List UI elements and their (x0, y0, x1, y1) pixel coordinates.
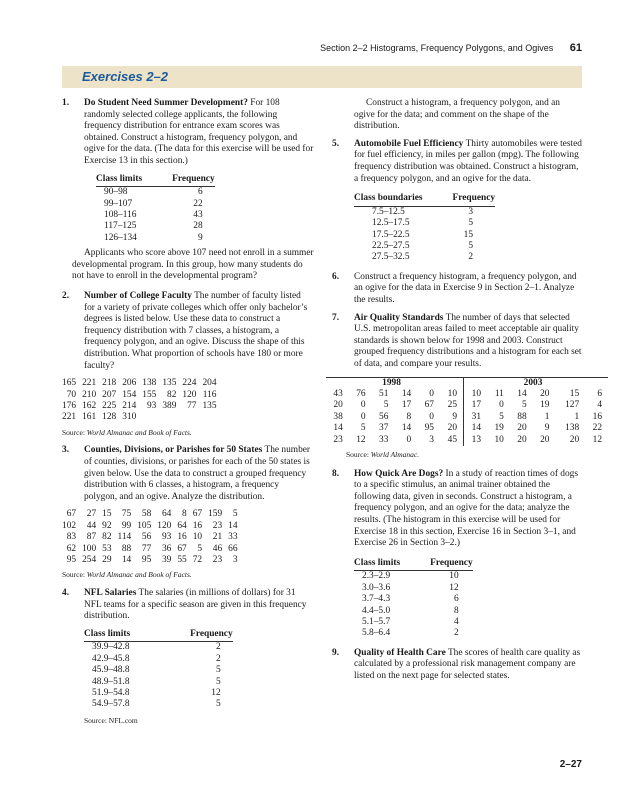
table-cell: 5 (215, 699, 221, 710)
table-row (326, 400, 608, 411)
table-cell: 0 (360, 400, 366, 411)
table-cell: 389 (162, 400, 177, 411)
table-cell: 5 (468, 218, 474, 229)
table-row (84, 699, 233, 710)
table-cell: 154 (122, 389, 137, 400)
exercise-text: The number of faculty listed for a variety of private colleges which offer only bachelor’s degrees is listed below. Use these data to construct a frequency distribution with 7 classes, a histogram, a frequency polygon, and an ogive. Discuss the shape of this distribution. What proportion of schools have 180 or more faculty? (84, 290, 308, 371)
table-cell: 1 (544, 411, 550, 422)
table-cell: 23 (212, 554, 223, 565)
exercise-title: Quality of Health Care (354, 647, 446, 658)
table-cell: 176 (62, 400, 77, 411)
exercise-text: The scores of health care quality as calculated by a professional risk management company are listed on the next page for selected states. (354, 647, 581, 681)
exercise-9 (332, 648, 582, 683)
table-row (62, 390, 223, 401)
table-cell: 5 (215, 665, 221, 676)
table-cell: 62 (66, 543, 77, 554)
table-row (84, 642, 233, 654)
table-row (326, 412, 608, 423)
table-cell: 162 (82, 400, 97, 411)
table-cell: 10 (494, 434, 504, 445)
table-row (96, 210, 215, 221)
table-row (62, 378, 223, 389)
table-row (354, 628, 473, 639)
exercise-text: The salaries (in millions of dollars) for 31 NFL teams for a specific season are given in this frequency distribution. (84, 587, 307, 622)
table-cell: 204 (202, 378, 217, 389)
table-cell: 105 (137, 520, 152, 531)
table-cell: 9 (197, 232, 203, 243)
banner-title: Exercises 2–2 (82, 69, 169, 84)
table-cell: 25 (447, 400, 458, 411)
table-cell: 66 (228, 543, 238, 554)
table-cell: 93 (146, 400, 157, 411)
table-cell: 20 (569, 434, 580, 445)
table-cell: 17 (464, 400, 488, 411)
table-cell: 10 (449, 571, 459, 582)
table-cell: 2 (215, 642, 221, 653)
table-cell: 214 (122, 400, 137, 411)
exercise-7 (332, 312, 602, 461)
table-cell: 19 (540, 400, 550, 411)
table-cell: 135 (202, 400, 217, 411)
table-cell: 88 (121, 543, 132, 554)
table-cell: 16 (177, 532, 187, 543)
table-cell: 44 (86, 520, 97, 531)
table-cell: 95 (66, 554, 77, 565)
table-row (354, 252, 495, 263)
table-row (354, 594, 473, 605)
table-cell: 13 (464, 435, 488, 446)
table-cell: 5.1–5.7 (362, 616, 391, 627)
page-footer-label: 2–27 (559, 759, 582, 770)
ex5-table (354, 193, 495, 264)
table-cell: 100 (82, 543, 97, 554)
table-row (96, 199, 215, 210)
exercise-number: 6. (332, 271, 340, 282)
exercise-8 (332, 469, 582, 640)
table-cell: 2 (468, 252, 474, 263)
table-row (326, 423, 608, 434)
table-cell: 72 (192, 554, 203, 565)
table-cell: 43 (333, 388, 343, 399)
table-cell: 51 (379, 388, 389, 399)
table-header: Frequency (142, 174, 215, 187)
table-cell: 224 (182, 378, 197, 389)
table-cell: 67 (424, 400, 434, 411)
table-row (354, 606, 473, 617)
table-cell: 27 (86, 509, 97, 520)
table-cell: 117–125 (104, 221, 137, 232)
table-cell: 120 (182, 389, 197, 400)
section-title: Section 2–2 Histograms, Frequency Polygons, and Ogives (320, 43, 554, 53)
table-cell: 21 (212, 532, 223, 543)
year-1998-header: 1998 (326, 377, 464, 389)
table-cell: 127 (565, 400, 580, 411)
table-cell: 39 (161, 554, 172, 565)
table-cell: 0 (406, 434, 412, 445)
table-cell: 3 (468, 206, 474, 217)
source-note: Source: NFL.com (84, 715, 138, 725)
source-note (62, 427, 314, 439)
table-cell: 138 (565, 423, 580, 434)
table-cell: 9 (452, 411, 458, 422)
table-cell: 64 (177, 520, 187, 531)
exercise-number: 9. (332, 647, 340, 658)
running-header (320, 42, 582, 54)
exercise-text: The number of counties, divisions, or parishes for each of the 50 states is given below. Use the data to construct a grouped frequency distribution with 6 classes, a histogram, a frequency polygon, and an ogive. Analyze the distribution. (84, 445, 311, 502)
exercise-2 (62, 291, 314, 438)
table-cell: 17 (401, 400, 412, 411)
table-cell: 12 (356, 434, 366, 445)
table-row (96, 233, 215, 244)
table-cell: 6 (597, 388, 602, 399)
table-row (84, 677, 233, 688)
source-note (62, 569, 314, 581)
table-cell: 2.3–2.9 (362, 571, 391, 582)
table-cell: 221 (82, 378, 97, 389)
table-cell: 4 (453, 616, 459, 627)
table-cell: 126–134 (104, 232, 137, 243)
table-cell: 29 (102, 554, 112, 565)
table-cell: 20 (540, 434, 550, 445)
table-row (354, 571, 473, 583)
source-name: World Almanac. (370, 449, 420, 459)
ex2-data-grid (62, 378, 223, 424)
table-cell: 3.0–3.6 (362, 582, 391, 593)
table-cell: 3.7–4.3 (362, 594, 391, 605)
table-cell: 5 (232, 509, 238, 520)
table-cell: 56 (141, 532, 152, 543)
source-name: World Almanac and Book of Facts. (86, 427, 192, 437)
table-header: Class limits (96, 174, 142, 187)
table-cell: 28 (193, 221, 203, 232)
table-cell: 5 (499, 411, 504, 422)
table-row (62, 521, 244, 532)
table-cell: 12 (211, 687, 221, 698)
table-cell: 4 (597, 400, 602, 411)
source-prefix: Source: (62, 570, 87, 580)
table-cell: 99 (121, 520, 132, 531)
table-cell: 16 (592, 411, 602, 422)
table-cell: 5 (215, 676, 221, 687)
table-cell: 20 (517, 423, 527, 434)
table-cell: 3 (232, 554, 238, 565)
exercise-title: Number of College Faculty (84, 290, 192, 301)
table-cell: 67 (177, 543, 187, 554)
table-cell: 77 (141, 543, 152, 554)
exercise-6 (332, 272, 582, 307)
table-cell: 225 (102, 400, 117, 411)
table-cell: 159 (208, 509, 223, 520)
table-cell: 5 (521, 400, 527, 411)
table-cell: 20 (333, 400, 343, 411)
table-cell: 108–116 (104, 209, 137, 220)
exercise-number: 1. (62, 98, 70, 108)
table-cell: 20 (447, 423, 458, 434)
table-row (62, 412, 223, 423)
table-cell: 310 (122, 412, 137, 423)
table-cell: 15 (102, 509, 112, 520)
table-cell: 67 (66, 509, 77, 520)
table-cell: 56 (379, 411, 389, 422)
table-cell: 99–107 (104, 198, 133, 209)
table-cell: 14 (228, 520, 238, 531)
exercise-1 (62, 98, 314, 283)
table-cell: 42.9–45.8 (92, 653, 130, 664)
table-cell: 23 (212, 520, 223, 531)
exercise-number: 2. (62, 290, 70, 301)
table-cell: 45.9–48.8 (92, 665, 130, 676)
exercise-title: Do Student Need Summer Development? (84, 98, 248, 108)
table-cell: 7.5–12.5 (372, 206, 405, 217)
exercise-5 (332, 139, 582, 264)
table-cell: 90–98 (104, 187, 128, 198)
table-cell: 5 (197, 543, 203, 554)
table-cell: 11 (494, 388, 504, 399)
table-row (62, 532, 244, 543)
table-row (96, 187, 215, 199)
table-cell: 38 (333, 411, 343, 422)
table-cell: 37 (379, 423, 389, 434)
table-cell: 8 (406, 411, 412, 422)
table-cell: 22 (592, 423, 602, 434)
year-2003-header: 2003 (464, 377, 608, 389)
table-cell: 20 (540, 388, 550, 399)
table-row (326, 389, 608, 400)
table-cell: 51.9–54.8 (92, 687, 130, 698)
table-cell: 0 (499, 400, 504, 411)
table-cell: 207 (102, 389, 117, 400)
source-name: World Almanac and Book of Facts. (86, 570, 192, 580)
table-cell: 64 (161, 509, 172, 520)
table-cell: 10 (447, 388, 458, 399)
table-cell: 14 (464, 423, 488, 434)
table-cell: 14 (333, 423, 343, 434)
exercise-text: The number of days that selected U.S. metropolitan areas failed to meet acceptable air quality standards is shown below for 1998 and 2003. Construct grouped frequency distributions and a histogram for each set of data, and compare your results. (354, 312, 582, 369)
table-cell: 0 (429, 388, 434, 399)
table-row (84, 688, 233, 699)
table-row (62, 401, 223, 412)
table-cell: 8 (182, 509, 187, 520)
table-row (84, 665, 233, 676)
table-cell: 5 (360, 423, 366, 434)
table-cell: 33 (228, 532, 238, 543)
table-cell: 2 (453, 628, 459, 639)
table-row (354, 617, 473, 628)
exercise-title: NFL Salaries (84, 587, 137, 598)
table-cell: 55 (177, 554, 187, 565)
table-cell: 114 (117, 532, 132, 543)
table-cell: 254 (82, 554, 97, 565)
table-cell: 102 (62, 520, 77, 531)
table-cell: 138 (142, 378, 157, 389)
table-cell: 221 (62, 412, 77, 423)
table-row (62, 544, 244, 555)
table-header: Frequency (130, 629, 233, 642)
table-cell: 22.5–27.5 (372, 240, 410, 251)
table-cell: 88 (517, 411, 527, 422)
table-cell: 5 (468, 240, 474, 251)
exercise-number: 5. (332, 138, 340, 149)
table-cell: 67 (192, 509, 203, 520)
table-cell: 5 (383, 400, 389, 411)
table-cell: 5.8–6.4 (362, 628, 391, 639)
table-cell: 12.5–17.5 (372, 218, 410, 229)
ex3-data-grid (62, 509, 244, 566)
ex7-data-grid (326, 377, 608, 446)
table-cell: 20 (517, 434, 527, 445)
table-cell: 23 (333, 434, 343, 445)
table-cell: 22 (193, 198, 203, 209)
exercise-text: Thirty automobiles were tested for fuel efficiency, in miles per gallon (mpg). The following frequency distribution was obtained. Construct a histogram, a frequency polygon, and an ogive for the data. (354, 138, 582, 184)
table-header: Frequency (423, 193, 496, 206)
table-row (84, 654, 233, 665)
table-cell: 45 (447, 434, 458, 445)
table-cell: 0 (429, 411, 434, 422)
table-cell: 120 (157, 520, 172, 531)
table-cell: 82 (167, 389, 177, 400)
table-cell: 77 (187, 400, 197, 411)
table-cell: 14 (517, 388, 527, 399)
exercise-3 (62, 445, 314, 581)
table-cell: 76 (356, 388, 366, 399)
exercise-title: Counties, Divisions, or Parishes for 50 States (84, 445, 263, 456)
table-cell: 82 (102, 532, 112, 543)
table-cell: 1 (574, 411, 580, 422)
table-cell: 6 (453, 594, 459, 605)
source-note (346, 449, 582, 461)
table-cell: 10 (192, 532, 203, 543)
table-cell: 8 (453, 605, 459, 616)
table-cell: 165 (62, 378, 77, 389)
ex8-table (354, 558, 473, 640)
table-cell: 128 (102, 412, 117, 423)
table-cell: 206 (122, 378, 137, 389)
ex4-table (84, 629, 233, 711)
table-cell: 95 (424, 423, 434, 434)
table-row (354, 241, 495, 252)
exercise-text: In a study of reaction times of dogs to a specific stimulus, an animal trainer obtained the following data, given in seconds. Construct a histogram, a frequency polygon, and an ogive for the data; analyze the results. (The histogram in this exercise will be used for Exercise 18 in this section, Exercise 16 in Section 3–1, and Exercise 26 in Section 3–2.) (354, 468, 579, 549)
table-cell: 14 (401, 423, 412, 434)
page-number: 61 (569, 42, 582, 54)
table-cell: 43 (193, 209, 203, 220)
table-cell: 27.5–32.5 (372, 252, 410, 263)
table-cell: 9 (544, 423, 550, 434)
table-row (326, 435, 608, 446)
table-cell: 33 (379, 434, 389, 445)
table-cell: 210 (82, 389, 97, 400)
exercise-number: 3. (62, 445, 70, 456)
exercise-title: Air Quality Standards (354, 312, 444, 323)
table-cell: 58 (141, 509, 152, 520)
exercise-number: 8. (332, 468, 340, 479)
table-cell: 17.5–22.5 (372, 229, 410, 240)
table-row (62, 509, 244, 520)
exercise-4 (62, 588, 314, 726)
table-row (96, 221, 215, 232)
table-cell: 135 (162, 378, 177, 389)
table-cell: 12 (592, 434, 602, 445)
source-prefix: Source: (62, 427, 87, 437)
table-cell: 75 (121, 509, 132, 520)
table-header: Class boundaries (354, 193, 423, 206)
table-cell: 14 (121, 554, 132, 565)
table-cell: 36 (161, 543, 172, 554)
table-row (62, 555, 244, 566)
table-cell: 70 (66, 389, 77, 400)
table-cell: 3 (429, 434, 434, 445)
table-row (354, 218, 495, 229)
table-cell: 14 (401, 388, 412, 399)
table-cell: 155 (142, 389, 157, 400)
table-cell: 54.9–57.8 (92, 699, 130, 710)
table-cell: 53 (102, 543, 112, 554)
ex1-table (96, 174, 215, 245)
right-column (332, 98, 602, 683)
table-cell: 92 (102, 520, 112, 531)
table-cell: 19 (494, 423, 504, 434)
table-cell: 46 (212, 543, 223, 554)
table-header: Frequency (400, 558, 473, 571)
table-cell: 87 (86, 532, 97, 543)
table-cell: 161 (82, 412, 97, 423)
table-cell: 95 (141, 554, 152, 565)
table-cell: 93 (161, 532, 172, 543)
exercise-number: 7. (332, 312, 340, 323)
table-cell: 83 (66, 532, 77, 543)
exercise-title: Automobile Fuel Efficiency (354, 138, 464, 149)
table-row (354, 206, 495, 218)
table-cell: 39.9–42.8 (92, 642, 130, 653)
exercise-text: Construct a frequency histogram, a frequency polygon, and an ogive for the data in Exercise 9 in Section 2–1. Analyze the results. (354, 271, 577, 305)
table-cell: 12 (449, 582, 459, 593)
exercise-number: 4. (62, 587, 70, 598)
table-cell: 15 (569, 388, 580, 399)
table-header: Class limits (354, 558, 400, 571)
table-row (354, 583, 473, 594)
table-cell: 2 (215, 653, 221, 664)
table-cell: 6 (197, 187, 203, 198)
table-header: Class limits (84, 629, 130, 642)
table-cell: 218 (102, 378, 117, 389)
table-cell: 48.9–51.8 (92, 676, 130, 687)
table-cell: 15 (463, 229, 474, 240)
source-prefix: Source: (346, 449, 371, 459)
exercise-text: For 108 randomly selected college applicants, the following frequency distribution for entrance exam scores was obtained. Construct a histogram, frequency polygon, and ogive for the data. (The data for this exercise will be used for Exercise 13 in this section.) (84, 98, 314, 166)
table-cell: 10 (464, 389, 488, 400)
left-column (62, 98, 314, 726)
exercises-banner (62, 66, 582, 88)
table-row (354, 230, 495, 241)
table-cell: 116 (202, 389, 217, 400)
table-cell: 4.4–5.0 (362, 605, 391, 616)
exercise-title: How Quick Are Dogs? (354, 468, 444, 479)
exercise-4-continued: Construct a histogram, a frequency polygon, and an ogive for the data; and comment on the shape of the distribution. (354, 98, 560, 132)
table-cell: 31 (464, 412, 488, 423)
table-cell: 16 (192, 520, 203, 531)
exercise-followup: Applicants who score above 107 need not enroll in a summer developmental program. In this group, how many students do not have to enroll in the developmental program? (72, 248, 314, 282)
table-cell: 0 (360, 411, 366, 422)
